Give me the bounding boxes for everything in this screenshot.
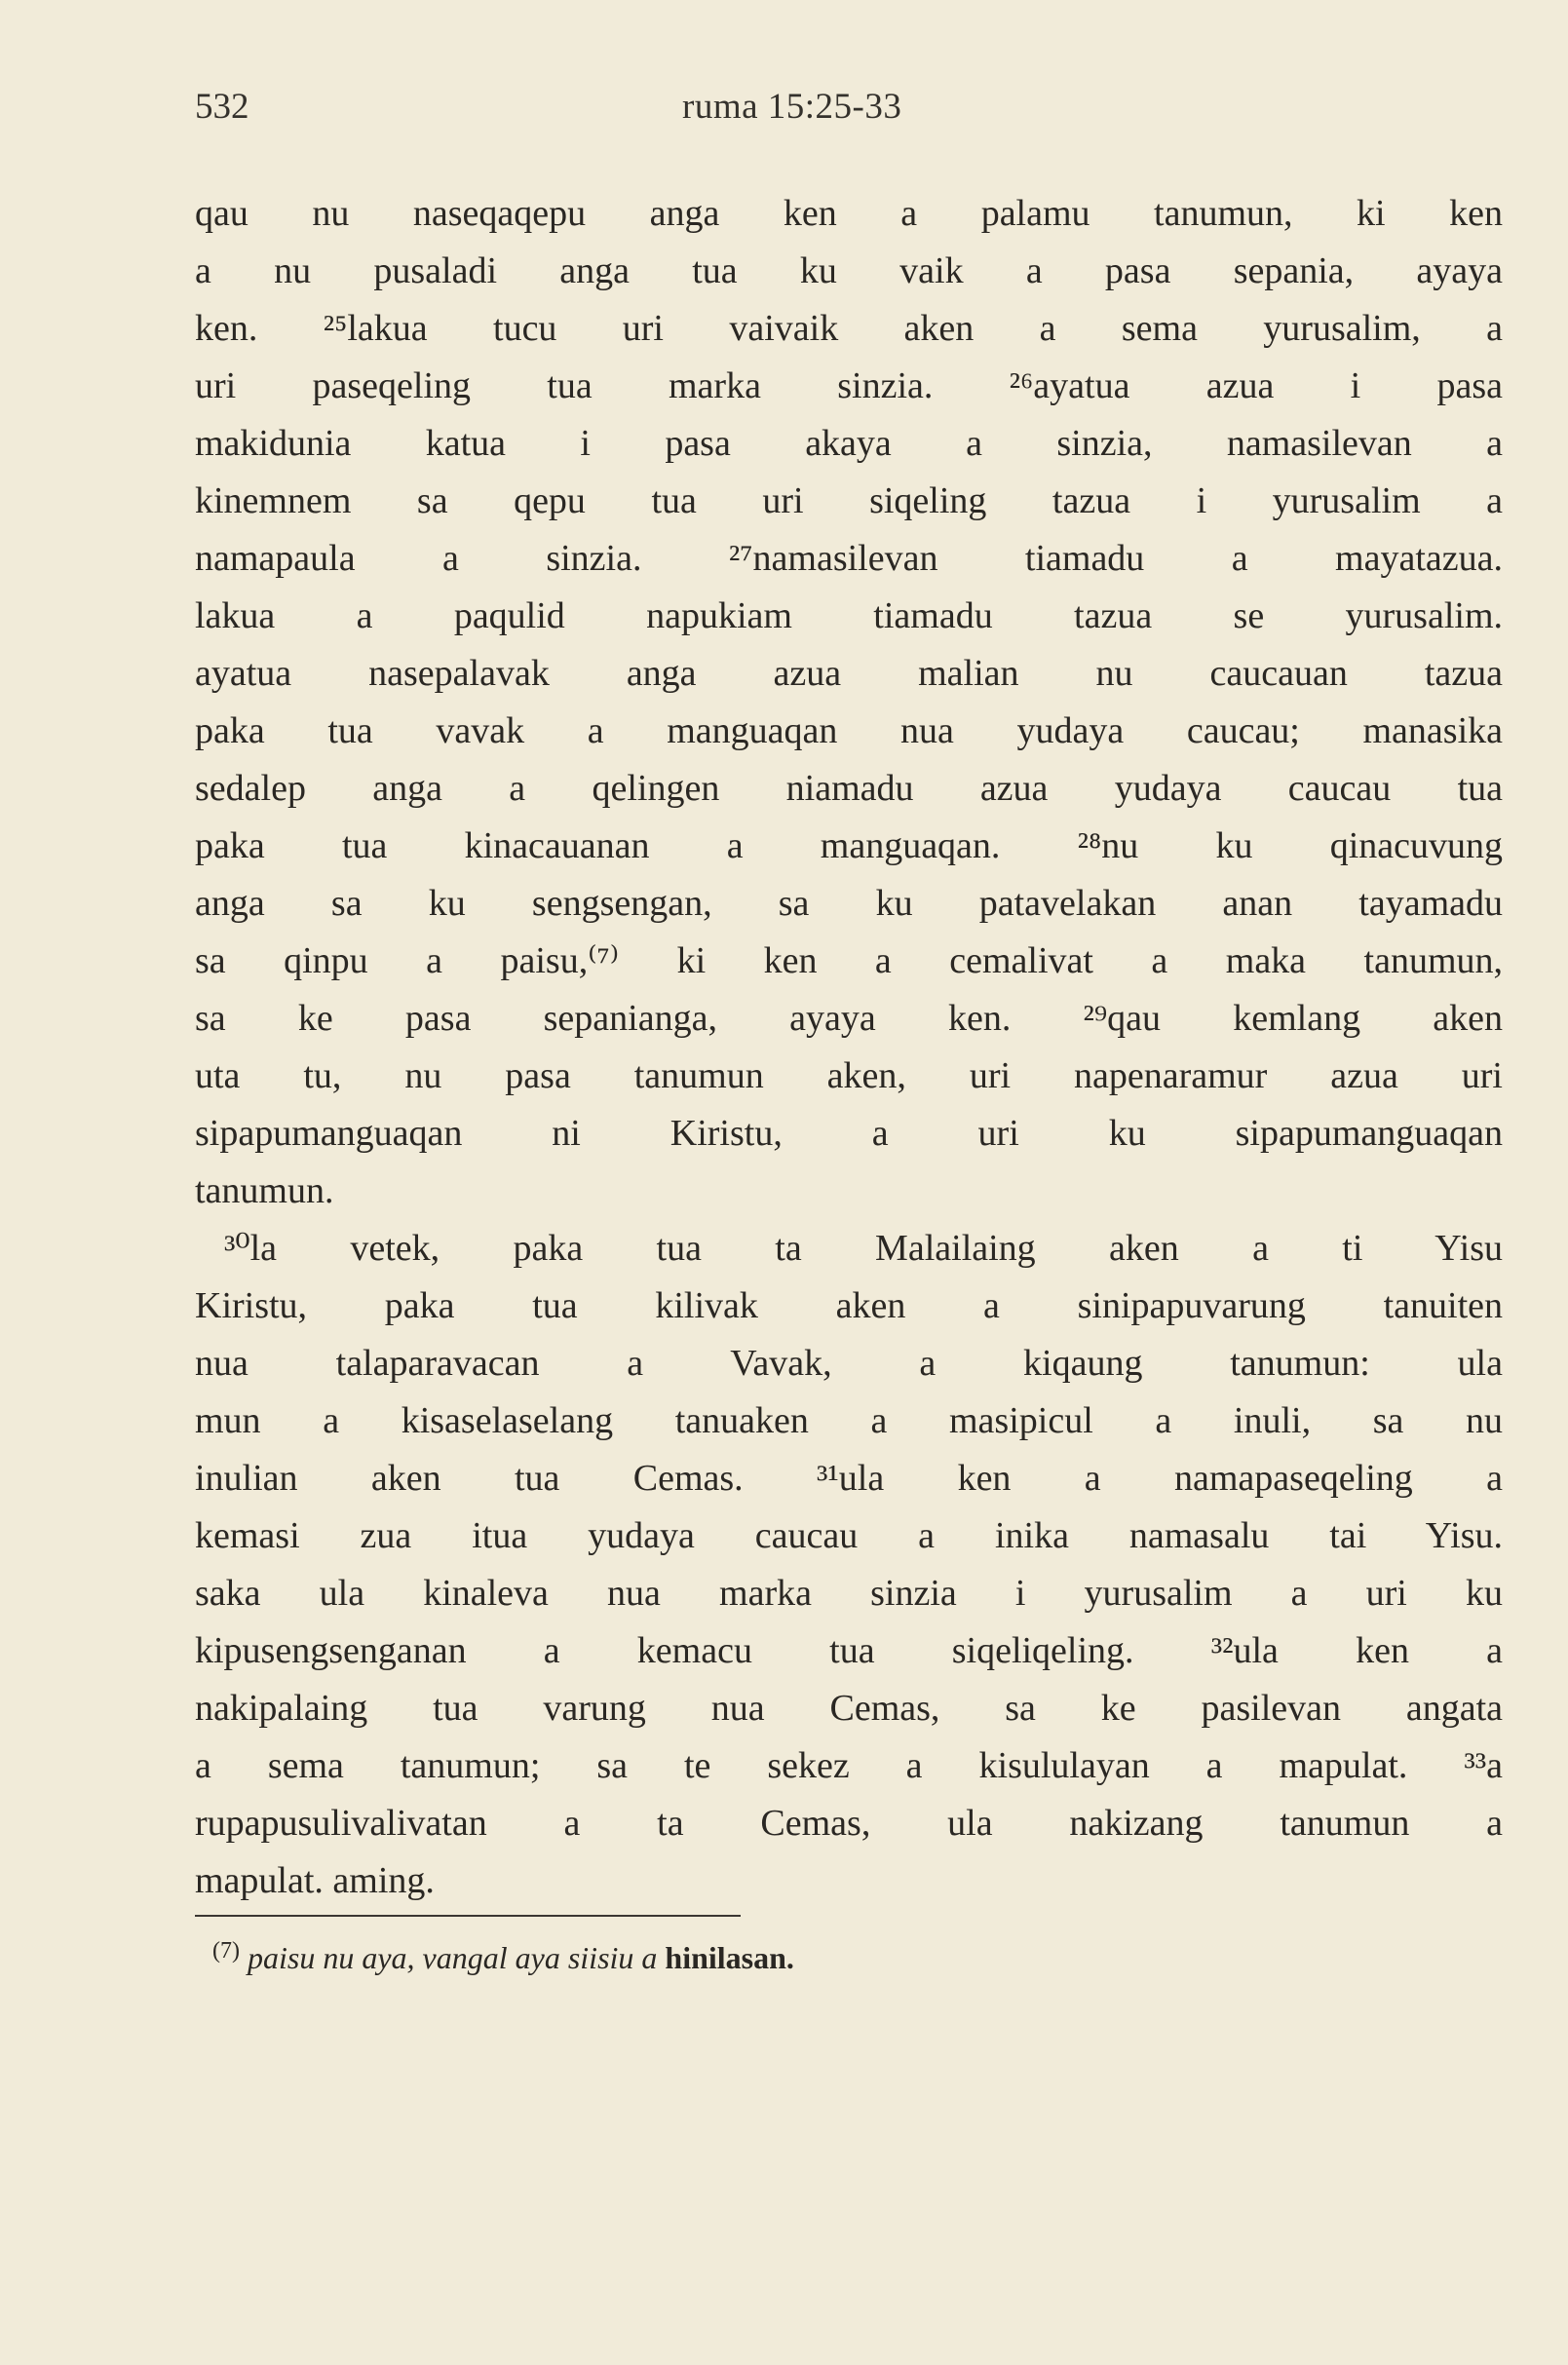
text-line: sa ke pasa sepanianga, ayaya ken. ²⁹qau kemlang aken bbox=[195, 998, 1503, 1039]
text-line: tanumun. bbox=[195, 1170, 334, 1211]
text-line: anga sa ku sengsengan, sa ku patavelakan anan tayamadu bbox=[195, 883, 1503, 924]
text-line: qau nu naseqaqepu anga ken a palamu tanumun, ki ken bbox=[195, 193, 1503, 234]
chapter-reference: ruma 15:25-33 bbox=[682, 87, 902, 127]
text-line: mun a kisaselaselang tanuaken a masipicul a inuli, sa nu bbox=[195, 1400, 1503, 1441]
footnote-marker: (7) bbox=[212, 1938, 240, 1964]
text-line: kipusengsenganan a kemacu tua siqeliqeling. ³²ula ken a bbox=[195, 1630, 1503, 1671]
footnote-bold-text: hinilasan. bbox=[665, 1940, 794, 1975]
text-line: sa qinpu a paisu,⁽⁷⁾ ki ken a cemalivat a maka tanumun, bbox=[195, 940, 1503, 981]
text-line: nakipalaing tua varung nua Cemas, sa ke pasilevan angata bbox=[195, 1688, 1503, 1729]
page-number: 532 bbox=[195, 87, 249, 127]
text-line: paka tua vavak a manguaqan nua yudaya caucau; manasika bbox=[195, 710, 1503, 751]
footnote-divider bbox=[195, 1915, 741, 1917]
text-line: rupapusulivalivatan a ta Cemas, ula nakizang tanumun a bbox=[195, 1803, 1503, 1844]
text-line: Kiristu, paka tua kilivak aken a sinipapuvarung tanuiten bbox=[195, 1285, 1503, 1326]
footnote-italic-text: paisu nu aya, vangal aya siisiu a bbox=[247, 1940, 658, 1975]
text-line: kinemnem sa qepu tua uri siqeling tazua i yurusalim a bbox=[195, 480, 1503, 521]
text-line: a sema tanumun; sa te sekez a kisululayan a mapulat. ³³a bbox=[195, 1745, 1503, 1786]
text-line: namapaula a sinzia. ²⁷namasilevan tiamadu a mayatazua. bbox=[195, 538, 1503, 579]
text-line: sedalep anga a qelingen niamadu azua yudaya caucau tua bbox=[195, 768, 1503, 809]
body-text bbox=[195, 185, 1503, 1910]
text-line: paka tua kinacauanan a manguaqan. ²⁸nu ku qinacuvung bbox=[195, 825, 1503, 866]
text-line: nua talaparavacan a Vavak, a kiqaung tanumun: ula bbox=[195, 1343, 1503, 1384]
text-line: mapulat. aming. bbox=[195, 1860, 435, 1901]
footnote bbox=[212, 1929, 1382, 1979]
text-line: saka ula kinaleva nua marka sinzia i yurusalim a uri ku bbox=[195, 1573, 1503, 1614]
text-line: a nu pusaladi anga tua ku vaik a pasa sepania, ayaya bbox=[195, 250, 1503, 291]
text-line: sipapumanguaqan ni Kiristu, a uri ku sipapumanguaqan bbox=[195, 1113, 1503, 1154]
text-line: makidunia katua i pasa akaya a sinzia, namasilevan a bbox=[195, 423, 1503, 464]
text-line: uta tu, nu pasa tanumun aken, uri napenaramur azua uri bbox=[195, 1055, 1503, 1096]
text-line: uri paseqeling tua marka sinzia. ²⁶ayatua azua i pasa bbox=[195, 365, 1503, 406]
text-line: ken. ²⁵lakua tucu uri vaivaik aken a sema yurusalim, a bbox=[195, 308, 1503, 349]
text-line: inulian aken tua Cemas. ³¹ula ken a namapaseqeling a bbox=[195, 1458, 1503, 1499]
text-line: ³⁰la vetek, paka tua ta Malailaing aken a ti Yisu bbox=[224, 1228, 1503, 1269]
text-line: ayatua nasepalavak anga azua malian nu caucauan tazua bbox=[195, 653, 1503, 694]
text-line: kemasi zua itua yudaya caucau a inika namasalu tai Yisu. bbox=[195, 1515, 1503, 1556]
text-line: lakua a paqulid napukiam tiamadu tazua se yurusalim. bbox=[195, 595, 1503, 636]
running-head bbox=[195, 86, 1501, 144]
